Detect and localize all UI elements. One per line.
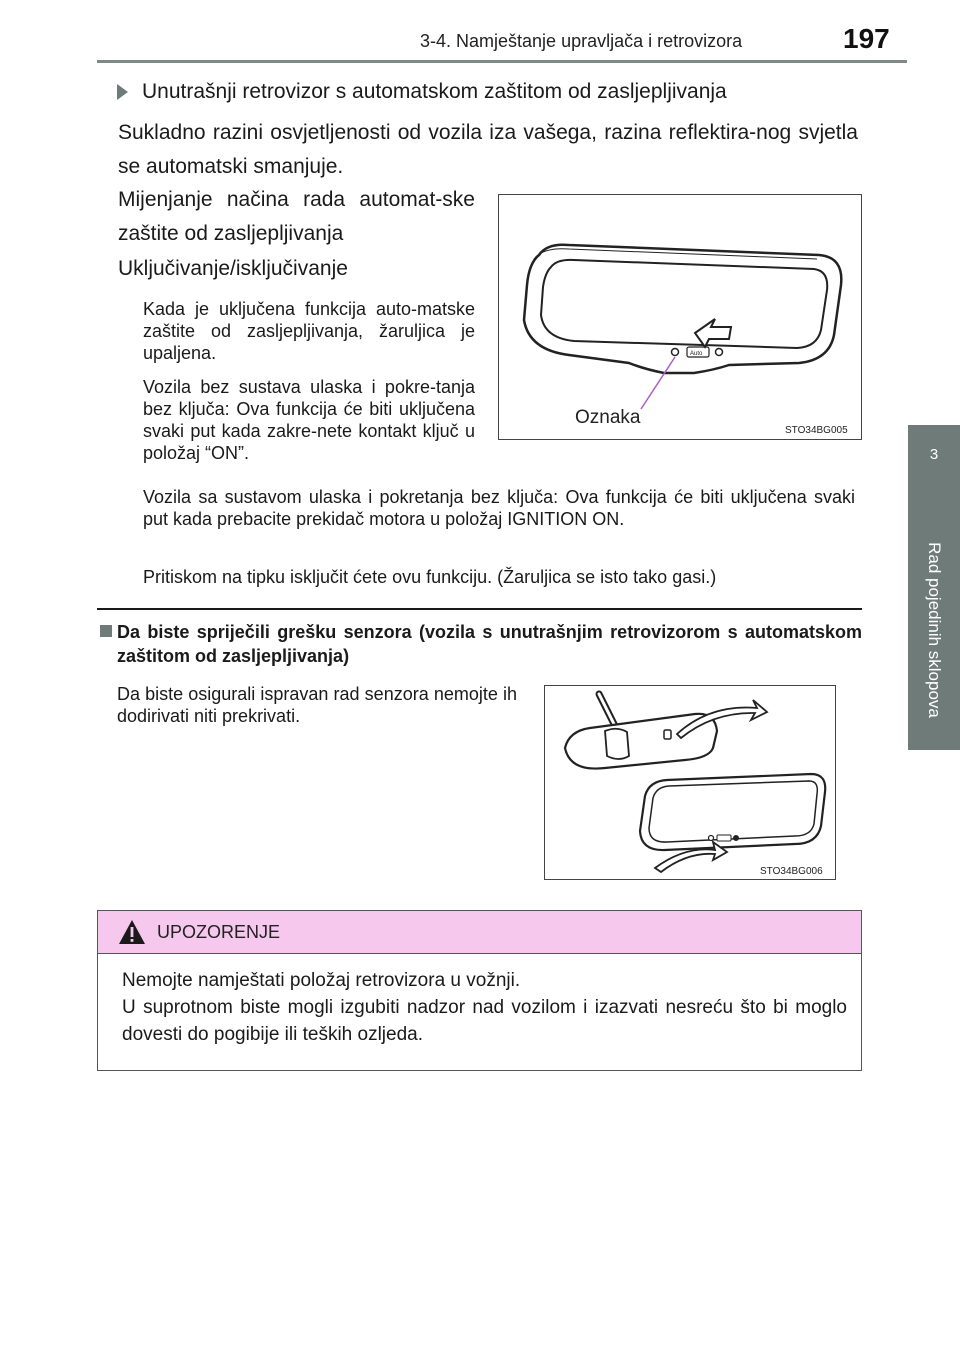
triangle-bullet-icon — [117, 84, 128, 100]
auto-button-label: Auto — [690, 351, 703, 357]
warning-triangle-icon — [117, 918, 147, 946]
rear-sensor-icon — [664, 730, 671, 739]
sensor-heading: Da biste spriječili grešku senzora (vozila s unutrašnjim retrovizorom s automatskom zaštitom od zasljepljivanja) — [117, 622, 862, 666]
square-bullet-icon — [100, 625, 112, 637]
figure-mirror-auto — [498, 194, 862, 440]
page-number: 197 — [843, 23, 890, 54]
warning-title: UPOZORENJE — [157, 922, 281, 942]
header-title: 3-4. Namještanje upravljača i retrovizora — [420, 31, 743, 51]
chapter-tab — [908, 425, 960, 512]
mirror-illustration — [499, 195, 861, 439]
sensor-icon — [672, 349, 679, 356]
section-divider — [97, 608, 862, 610]
warning-text: Nemojte namještati položaj retrovizora u vožnji. U suprotnom biste mogli izgubiti nadzor nad vozilom i izazvati nesreću što bi moglo dovesti do pogibije ili teških ozljeda. — [122, 970, 847, 1045]
header-rule — [97, 60, 907, 63]
paragraph-indicator: Kada je uključena funkcija auto-matske zaštite od zasljepljivanja, žaruljica je upaljena. — [143, 299, 475, 363]
paragraph-no-smart-key: Vozila bez sustava ulaska i pokre-tanja bez ključa: Ova funkcija će biti uključena svaki put kada zakre-nete kontakt ključ u položaj “ON”. — [143, 377, 475, 463]
chapter-tab-number: 3 — [929, 446, 939, 463]
figure-mirror-sensors — [544, 685, 836, 880]
front-sensor-icon — [709, 836, 714, 841]
intro-paragraph: Sukladno razini osvjetljenosti od vozila iza vašega, razina reflektira-nog svjetla se automatski smanjuje. — [118, 121, 858, 178]
callout-label: Oznaka — [575, 407, 641, 428]
paragraph-smart-key: Vozila sa sustavom ulaska i pokretanja bez ključa: Ova funkcija će biti uključena svaki put kada prebacite prekidač motora u položaj IGNITION ON. — [143, 487, 855, 529]
indicator-light-icon — [716, 349, 723, 356]
figure-code: STO34BG005 — [785, 425, 848, 436]
onoff-title: Uključivanje/isključivanje — [118, 257, 348, 280]
figure-code-2: STO34BG006 — [760, 866, 823, 877]
mode-title: Mijenjanje načina rada automat-ske zaštite od zasljepljivanja — [118, 188, 475, 245]
chapter-tab-label: Rad pojedinih sklopova — [925, 542, 944, 718]
sensor-paragraph: Da biste osigurali ispravan rad senzora nemojte ih dodirivati niti prekrivati. — [117, 684, 517, 726]
mirror-sensors-illustration — [545, 686, 835, 879]
paragraph-button: Pritiskom na tipku isključit ćete ovu funkciju. (Žaruljica se isto tako gasi.) — [143, 567, 717, 587]
section-heading: Unutrašnji retrovizor s automatskom zaštitom od zasljepljivanja — [142, 80, 727, 103]
